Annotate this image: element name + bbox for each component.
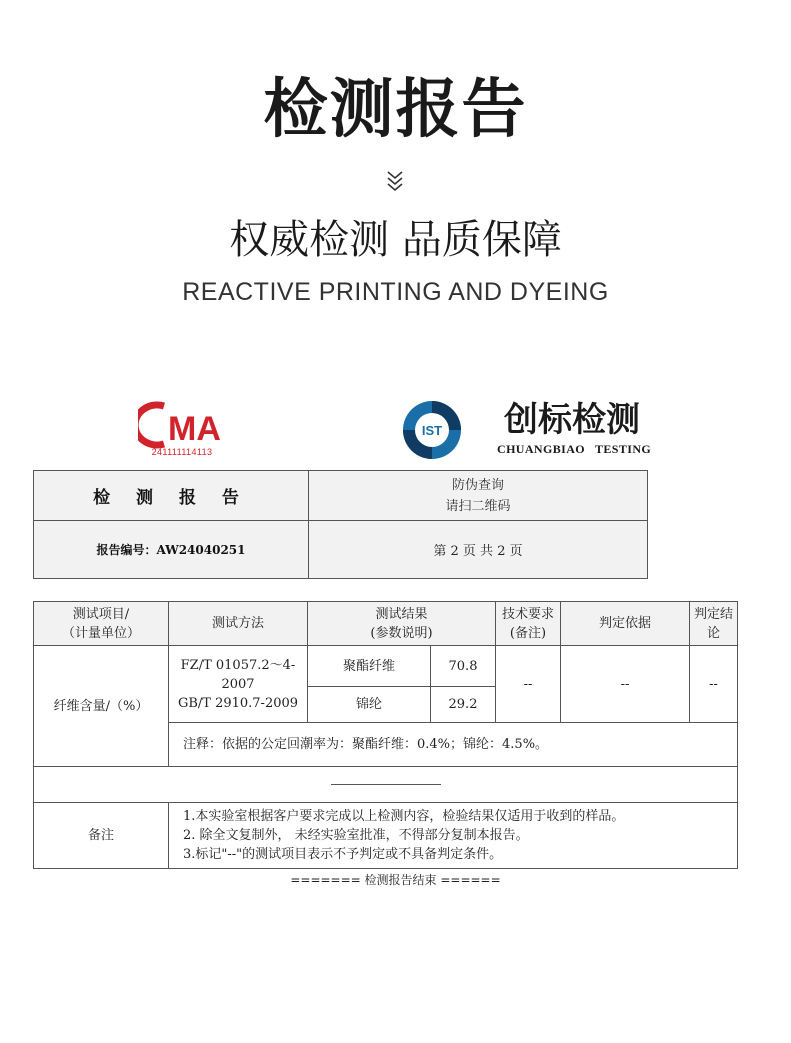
brand-name-cn: 创标检测 bbox=[504, 400, 640, 440]
cma-number: 241111114113 bbox=[151, 447, 213, 457]
col-requirement-line2: (备注) bbox=[509, 625, 547, 641]
report-title: 检 测 报 告 bbox=[34, 471, 309, 521]
col-item-line2: （计量单位） bbox=[61, 625, 140, 641]
ist-logo-text: IST bbox=[421, 423, 443, 438]
col-basis: 判定依据 bbox=[561, 602, 690, 646]
anti-fake-line1: 防伪查询 bbox=[451, 477, 504, 493]
results-table bbox=[33, 601, 738, 869]
col-result bbox=[308, 602, 496, 646]
col-conclusion-line2: 论 bbox=[706, 625, 720, 641]
col-conclusion bbox=[690, 602, 738, 646]
method-line1: FZ/T 01057.2～4-2007 bbox=[180, 657, 296, 692]
col-conclusion-line1: 判定结 bbox=[693, 606, 733, 622]
method-cell bbox=[169, 646, 308, 723]
page-info: 第 2 页 共 2 页 bbox=[309, 521, 648, 579]
component-value: 70.8 bbox=[431, 646, 496, 687]
remark-item: 1.本实验室根据客户要求完成以上检测内容，检验结果仅适用于收到的样品。 bbox=[183, 809, 625, 824]
ist-logo bbox=[400, 398, 464, 462]
subtitle-en: REACTIVE PRINTING AND DYEING bbox=[182, 278, 609, 306]
method-line2: GB/T 2910.7-2009 bbox=[177, 695, 299, 711]
remark-item: 2. 除全文复制外， 未经实验室批准，不得部分复制本报告。 bbox=[183, 828, 529, 843]
cma-logo-text: MA bbox=[168, 410, 221, 448]
component-name: 锦纶 bbox=[308, 687, 431, 723]
col-requirement bbox=[496, 602, 561, 646]
table-row bbox=[34, 646, 738, 687]
note-cell: 注释：依据的公定回潮率为：聚酯纤维：0.4%；锦纶：4.5%。 bbox=[169, 723, 738, 767]
conclusion-cell: -- bbox=[690, 646, 738, 723]
requirement-cell: -- bbox=[496, 646, 561, 723]
anti-fake-cell bbox=[309, 471, 648, 521]
component-value: 29.2 bbox=[431, 687, 496, 723]
col-result-line1: 测试结果 bbox=[375, 606, 428, 622]
basis-cell: -- bbox=[561, 646, 690, 723]
table-header-row bbox=[34, 602, 738, 646]
report-end-marker: ======= 检测报告结束 ====== bbox=[290, 873, 501, 887]
component-name: 聚酯纤维 bbox=[308, 646, 431, 687]
report-header-table bbox=[33, 470, 648, 579]
report-number: 报告编号：AW24040251 bbox=[34, 521, 309, 579]
page-title: 检测报告 bbox=[263, 73, 528, 147]
remarks-row bbox=[34, 803, 738, 869]
remarks-label: 备注 bbox=[34, 803, 169, 869]
remarks-cell bbox=[169, 803, 738, 869]
col-item bbox=[34, 602, 169, 646]
slogan: 权威检测 品质保障 bbox=[229, 217, 562, 263]
col-result-line2: (参数说明) bbox=[370, 625, 433, 641]
col-requirement-line1: 技术要求 bbox=[501, 606, 554, 622]
col-method: 测试方法 bbox=[169, 602, 308, 646]
col-item-line1: 测试项目/ bbox=[72, 606, 130, 622]
double-chevron-down-icon bbox=[386, 170, 404, 192]
brand-name-en: CHUANGBIAO TESTING bbox=[497, 442, 652, 456]
separator-cell bbox=[34, 767, 738, 803]
separator-row bbox=[34, 767, 738, 803]
anti-fake-line2: 请扫二维码 bbox=[445, 498, 511, 514]
item-cell: 纤维含量/（%） bbox=[34, 646, 169, 767]
remark-item: 3.标记"--"的测试项目表示不予判定或不具备判定条件。 bbox=[183, 847, 503, 862]
separator-line bbox=[331, 784, 441, 785]
